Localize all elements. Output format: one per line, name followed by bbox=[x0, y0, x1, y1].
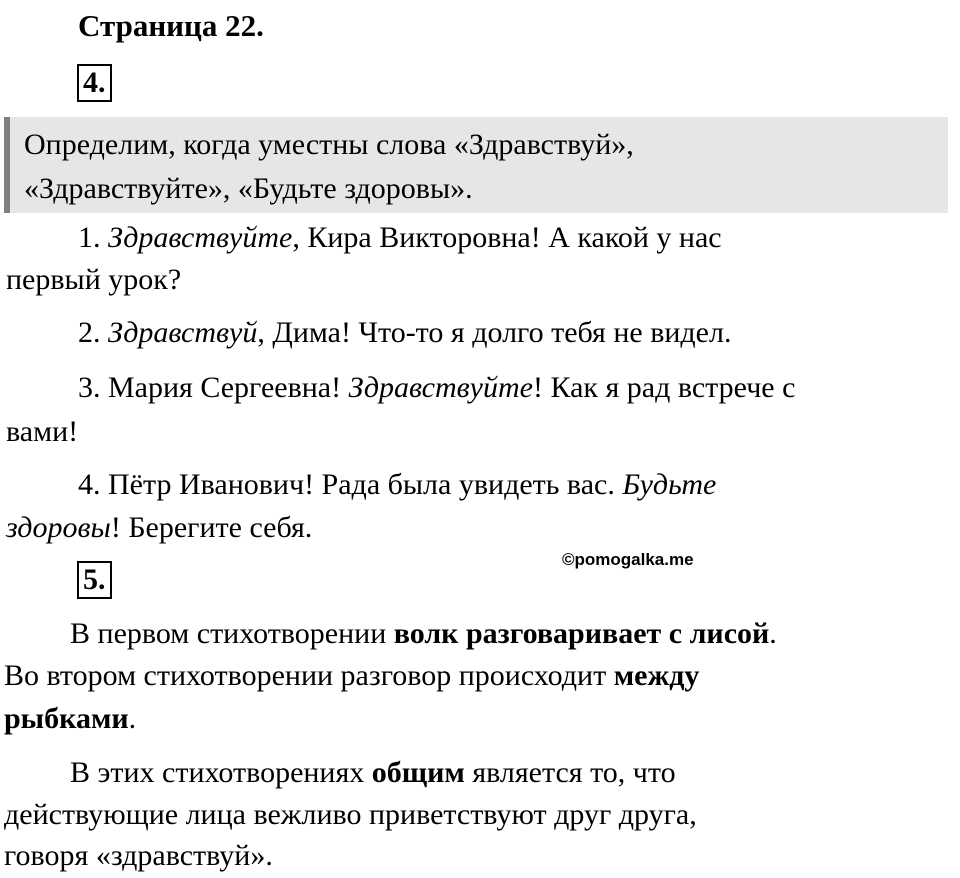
para-1-line-2 bbox=[4, 654, 699, 698]
item-1-text: , Кира Викторовна! А какой у нас bbox=[292, 221, 722, 254]
para-2-line-2: действующие лица вежливо приветствуют друг друга, bbox=[4, 798, 697, 831]
intro-text bbox=[24, 123, 634, 211]
para-2-bold-common: общим bbox=[371, 756, 465, 789]
para-1-line-3 bbox=[4, 697, 136, 741]
para-1-bold-fish: рыбками bbox=[4, 702, 129, 735]
item-3-line-1 bbox=[78, 366, 795, 410]
para-1-prefix: В первом стихотворении bbox=[70, 617, 394, 650]
task-number-5: 5. bbox=[77, 561, 112, 599]
intro-line-1: Определим, когда уместны слова «Здравствуй», bbox=[24, 128, 634, 161]
item-3-text: ! Как я рад встрече с bbox=[532, 371, 796, 404]
task-number-4: 4. bbox=[77, 64, 112, 102]
para-2-line-3: говоря «здравствуй». bbox=[4, 839, 273, 872]
item-4-line-2 bbox=[6, 506, 312, 550]
item-4-prefix: 4. Пётр Иванович! Рада была увидеть вас. bbox=[78, 468, 623, 501]
para-1-bold-between: между bbox=[613, 659, 700, 692]
item-4-greeting-part-1: Будьте bbox=[622, 468, 717, 501]
para-2-text: является то, что bbox=[464, 756, 676, 789]
item-2-line-1 bbox=[78, 311, 731, 355]
item-1-line-1 bbox=[78, 216, 722, 260]
item-4-line-1 bbox=[78, 463, 716, 507]
item-3-greeting: Здравствуйте bbox=[348, 371, 533, 404]
para-1-period: . bbox=[769, 617, 777, 650]
item-1-line-2: первый урок? bbox=[6, 263, 182, 296]
item-2-greeting: Здравствуй bbox=[108, 316, 258, 349]
item-4-greeting-part-2: здоровы bbox=[6, 511, 111, 544]
item-3-prefix: 3. Мария Сергеевна! bbox=[78, 371, 349, 404]
item-2-text: , Дима! Что-то я долго тебя не видел. bbox=[257, 316, 732, 349]
page-title: Страница 22. bbox=[78, 8, 264, 43]
intro-box bbox=[4, 117, 948, 213]
para-2-prefix: В этих стихотворениях bbox=[70, 756, 372, 789]
para-1-bold-phrase: волк разговаривает с лисой bbox=[393, 617, 770, 650]
para-1-end: . bbox=[128, 702, 137, 735]
para-1-line-2-text: Во втором стихотворении разговор происходит bbox=[4, 659, 614, 692]
para-1-line-1 bbox=[70, 612, 777, 656]
item-1-greeting: Здравствуйте bbox=[108, 221, 293, 254]
intro-line-2: «Здравствуйте», «Будьте здоровы». bbox=[24, 172, 473, 205]
item-4-text: ! Берегите себя. bbox=[110, 511, 313, 544]
item-2-number: 2. bbox=[78, 316, 101, 349]
para-2-line-1 bbox=[70, 751, 676, 795]
item-3-line-2: вами! bbox=[6, 415, 79, 448]
item-1-number: 1. bbox=[78, 221, 101, 254]
watermark: ©pomogalka.me bbox=[562, 550, 694, 569]
